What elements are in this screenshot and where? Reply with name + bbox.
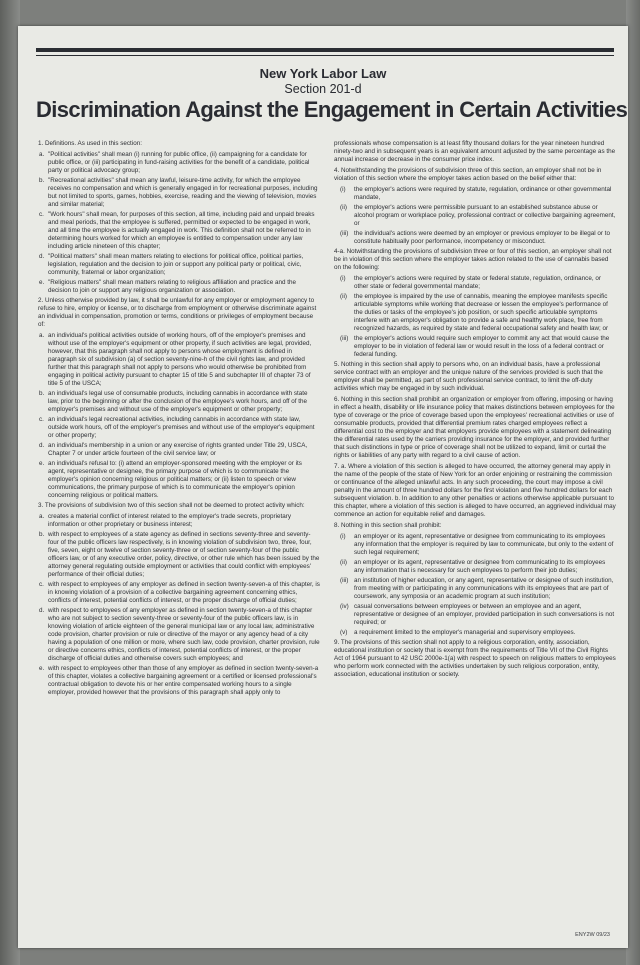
item-marker: e. [39, 279, 45, 286]
item-text: the employer's actions were required by state or federal statute, regulation, ordinance, or other state or federal governmental mandate; [354, 275, 601, 290]
list-item [334, 533, 616, 557]
item-marker: b. [39, 390, 45, 397]
list-item [38, 513, 320, 529]
item-marker: (iii) [340, 335, 349, 342]
list-item [334, 577, 616, 601]
list-item [38, 460, 320, 500]
section-4a-list [334, 275, 616, 359]
item-text: an individual's political activities outside of working hours, off of the employer's premises and without use of the employer's equipment or other property, if such activities are legal, provided, however, that this paragraph shall not apply to persons whose employment is defined in paragraph six of subdivision (a) of section seventy-nine-h of the civil rights law, and provided further that this paragraph shall not apply to persons who would otherwise be prohibited from engaging in political activity pursuant to chapter 15 of title 5 and subchapter III of chapter 73 of title 5 of the USCA; [48, 332, 312, 387]
labor-law-poster [18, 26, 628, 948]
list-item [38, 253, 320, 277]
list-item [334, 335, 616, 359]
item-marker: (i) [340, 275, 346, 282]
item-text: an employer or its agent, representative or designee from communicating to its employees any information that is necessary for such employees to perform their job duties; [354, 559, 606, 574]
item-marker: d. [39, 442, 45, 449]
item-text: an individual's legal use of consumable products, including cannabis in accordance with state law, prior to the beginning or after the conclusion of the employee's work hours, and off of the employer's premises and without use of the employer's equipment or other property; [48, 390, 308, 413]
list-item [38, 390, 320, 414]
wall-left [0, 0, 20, 965]
section-9: 9. The provisions of this section shall not apply to a religious corporation, entity, association, educational institution or society that is exempt from the requirements of Title VII of the Civil Rights Act of 1964 pursuant to 42 USC 2000e-1(a) with respect to speech on religious matters to employees who perform work connected with the activities undertaken by such religious corporation, entity, association, educational institution or society. [334, 639, 616, 678]
left-column [38, 140, 320, 930]
section-5: 5. Nothing in this section shall apply to persons who, on an individual basis, have a professional service contract with an employer and the unique nature of the services provided is such that the employer shall be permitted, as part of such professional service contract, to limit the off-duty activities which may be engaged in by such individual. [334, 361, 603, 392]
item-text: the employer's actions were required by statute, regulation, ordinance or other governmental mandate, [354, 186, 612, 201]
item-marker: (v) [340, 629, 348, 636]
item-text: the employer's actions were permissible pursuant to an established substance abuse or alcohol program or workplace policy, professional contract or collective bargaining agreement, or [354, 204, 616, 227]
list-item [38, 442, 320, 458]
item-marker: (i) [340, 186, 346, 193]
item-text: casual conversations between employees or between an employee and an agent, representative or designee of an employer, provided participation in such conversations is not required; or [354, 603, 615, 626]
item-text: "Recreational activities" shall mean any lawful, leisure-time activity, for which the employee receives no compensation and which is generally engaged in for recreational purposes, including but not limited to sports, games, hobbies, exercise, reading and the viewing of television, movies and similar material; [48, 177, 318, 208]
section-4-list [334, 186, 616, 246]
list-item [38, 211, 320, 251]
item-text: with respect to employees other than those of any employer as defined in section twenty-seven-a of this chapter, violates a collective bargaining agreement or a certified or licensed professional's contractual obligation to devote his or her entire compensated working hours to a single employer, provided however that the provisions of this paragraph shall apply only to [48, 665, 319, 696]
section-6: 6. Nothing in this section shall prohibit an organization or employer from offering, imposing or having in effect a health, disability or life insurance policy that makes distinctions between employees for the type of coverage or the price of coverage based upon the employees' recreational activities or use of consumable products, provided that differential premium rates charged employees reflect a differential cost to the employer and that employers provide employees with a statement delineating the differential rates used by the carriers providing insurance for the employer, and provided further that such distinctions in type or price of coverage shall not be utilized to expand, limit or curtail the rights or liabilities of any party with regard to a civil cause of action. [334, 396, 615, 459]
list-item [38, 177, 320, 209]
item-marker: (iv) [340, 603, 349, 610]
law-name: New York Labor Law [259, 66, 387, 81]
item-text: "Religious matters" shall mean matters relating to religious affiliation and practice and the decision to join or support any religious organization or association. [48, 279, 296, 294]
item-text: an individual's membership in a union or any exercise of rights granted under Title 29, USCA, Chapter 7 or under article fourteen of the civil service law; or [48, 442, 308, 457]
poster-title: Discrimination Against the Engagement in Certain Activities [36, 97, 628, 122]
list-item [334, 204, 616, 228]
item-marker: e. [39, 460, 45, 467]
item-marker: d. [39, 253, 45, 260]
list-item [334, 293, 616, 333]
item-text: an employer or its agent, representative or designee from communicating to its employees any information that the employer is required by law to communicate, but only to the extent of such legal requirement; [354, 533, 614, 556]
section-3-intro: 3. The provisions of subdivision two of this section shall not be deemed to protect activity which: [38, 502, 305, 509]
item-text: the employee is impaired by the use of cannabis, meaning the employee manifests specific articulable symptoms while working that decrease or lessen the employee's performance of the duties or tasks of the employee's job position, or such specific articulable symptoms interfere with an employer's obligation to provide a safe and healthy work place, free from recognized hazards, as required by state and federal occupational safety and health law; or [354, 293, 609, 332]
section-2-intro: 2. Unless otherwise provided by law, it shall be unlawful for any employer or employment agency to refuse to hire, employ or license, or to discharge from employment or otherwise discriminate against an individual in compensation, promotion or terms, conditions or privileges of employment because of: [38, 297, 317, 328]
item-marker: a. [39, 513, 45, 520]
item-marker: d. [39, 607, 45, 614]
section-7: 7. a. Where a violation of this section is alleged to have occurred, the attorney general may apply in the name of the people of the state of New York for an order enjoining or restraining the commission or continuance of the alleged unlawful acts. In any such proceeding, the court may impose a civil penalty in the amount of three hundred dollars for the first violation and five hundred dollars for each subsequent violation. b. In addition to any other penalties or actions otherwise applicable pursuant to this chapter, where a violation of this section is alleged to have occurred, an aggrieved individual may commence an action for equitable relief and damages. [334, 463, 616, 518]
list-item [38, 416, 320, 440]
list-item [334, 629, 616, 637]
section-2-list [38, 332, 320, 500]
section-8-intro: 8. Nothing in this section shall prohibit: [334, 522, 442, 529]
list-item [38, 531, 320, 579]
top-rule-thin [36, 55, 614, 56]
item-text: an individual's legal recreational activities, including cannabis in accordance with state law, outside work hours, off of the employer's premises and without use of the employer's equipment or other property; [48, 416, 315, 439]
item-marker: c. [39, 581, 44, 588]
item-marker: (ii) [340, 559, 347, 566]
list-item [334, 186, 616, 202]
list-item [334, 275, 616, 291]
list-item [334, 603, 616, 627]
item-text: an institution of higher education, or any agent, representative or designee of such institution, from meeting with or participating in any communications with its employees that are part of coursework, any symposia or an academic program at such institution; [354, 577, 614, 600]
section-4a-intro: 4-a. Notwithstanding the provisions of subdivision three or four of this section, an employer shall not be in violation of this section where the employer takes action related to the use of cannabis based on the following: [334, 248, 612, 271]
item-text: with respect to employees of any employer as defined in section twenty-seven-a of this chapter, is in knowing violation of a provision of a collective bargaining agreement concerning ethics, conflicts of interest, potential conflicts of interest, or the proper discharge of official duties; [48, 581, 320, 604]
item-marker: c. [39, 416, 44, 423]
item-text: the individual's actions were deemed by an employer or previous employer to be illegal or to constitute habitually poor performance, incompetency or misconduct. [354, 230, 611, 245]
right-column [334, 140, 616, 930]
item-marker: e. [39, 665, 45, 672]
item-marker: c. [39, 211, 44, 218]
section-8-list [334, 533, 616, 637]
list-item [334, 559, 616, 575]
item-text: an individual's refusal to: (i) attend an employer-sponsored meeting with the employer or its agent, representative or designee, the primary purpose of which is to communicate the employer's opinion concerning religious or political matters; or (ii) listen to speech or view communications, the primary purpose of which is to communicate the employer's opinion concerning religious or political matters. [48, 460, 302, 499]
section-number: Section 201-d [284, 82, 362, 96]
item-text: a requirement limited to the employer's managerial and supervisory employees. [354, 629, 576, 636]
top-rule-thick [36, 48, 614, 52]
list-item [38, 607, 320, 663]
form-code: ENY2W 09/23 [575, 932, 610, 938]
item-text: "Work hours" shall mean, for purposes of this section, all time, including paid and unpaid breaks and meal periods, that the employee is suffered, permitted or expected to be engaged in work, and all time the employee is actually engaged in work. This definition shall not be referred to in determining hours worked for which an employee is entitled to compensation under any law including article nineteen of this chapter; [48, 211, 315, 250]
item-text: "Political activities" shall mean (i) running for public office, (ii) campaigning for a candidate for public office, or (iii) participating in fund-raising activities for the benefit of a candidate, political party or political advocacy group; [48, 151, 310, 174]
item-marker: (i) [340, 533, 346, 540]
section-4-intro: 4. Notwithstanding the provisions of subdivision three of this section, an employer shall not be in violation of this section where the employer takes action based on the belief either that: [334, 167, 602, 182]
list-item [38, 151, 320, 175]
item-text: with respect to employees of a state agency as defined in sections seventy-three and seventy-four of the public officers law respectively, is in knowing violation of subdivision two, three, four, five, seven, eight or twelve of section seventy-three or of section seventy-four of the public officers law, or of any executive order, policy, directive, or other rule which has been issued by the attorney general regulating outside employment or activities that could conflict with employees' performance of their official duties; [48, 531, 320, 578]
item-marker: b. [39, 177, 45, 184]
item-marker: (ii) [340, 293, 347, 300]
item-text: "Political matters" shall mean matters relating to elections for political office, political parties, legislation, regulation and the decision to join or support any political party or political, civic, community, fraternal or labor organization; [48, 253, 304, 276]
item-text: the employer's actions would require such employer to commit any act that would cause the employer to be in violation of federal law or would result in the loss of a federal contract or federal funding. [354, 335, 610, 358]
item-marker: (iii) [340, 577, 349, 584]
item-marker: a. [39, 332, 45, 339]
item-marker: a. [39, 151, 45, 158]
item-text: with respect to employees of any employer as defined in section twenty-seven-a of this chapter who are not subject to section seventy-three or seventy-four of the public officers law, is in knowing violation of article eighteen of the general municipal law or any local law, administrative code provision, charter provision or rule or directive of the mayor or any agency head of a city having a population of one million or more, where such law, code provision, charter provision, rule or directive concerns ethics, conflicts of interest, potential conflicts of interest, or the proper discharge of official duties and otherwise covers such employees; and [48, 607, 320, 662]
list-item [38, 665, 320, 697]
section-1-intro: 1. Definitions. As used in this section: [38, 140, 142, 147]
item-marker: (ii) [340, 204, 347, 211]
section-3-list [38, 513, 320, 697]
item-marker: b. [39, 531, 45, 538]
item-text: creates a material conflict of interest related to the employer's trade secrets, proprietary information or other proprietary or business interest; [48, 513, 292, 528]
list-item [38, 332, 320, 388]
wall-right [626, 0, 640, 965]
section-1-list [38, 151, 320, 295]
list-item [38, 581, 320, 605]
item-marker: (iii) [340, 230, 349, 237]
list-item [334, 230, 616, 246]
list-item [38, 279, 320, 295]
section-3-continued: professionals whose compensation is at least fifty thousand dollars for the year nineteen hundred ninety-two and in subsequent years is an equivalent amount adjusted by the same percentage as the annual increase or decrease in the consumer price index. [334, 140, 616, 163]
